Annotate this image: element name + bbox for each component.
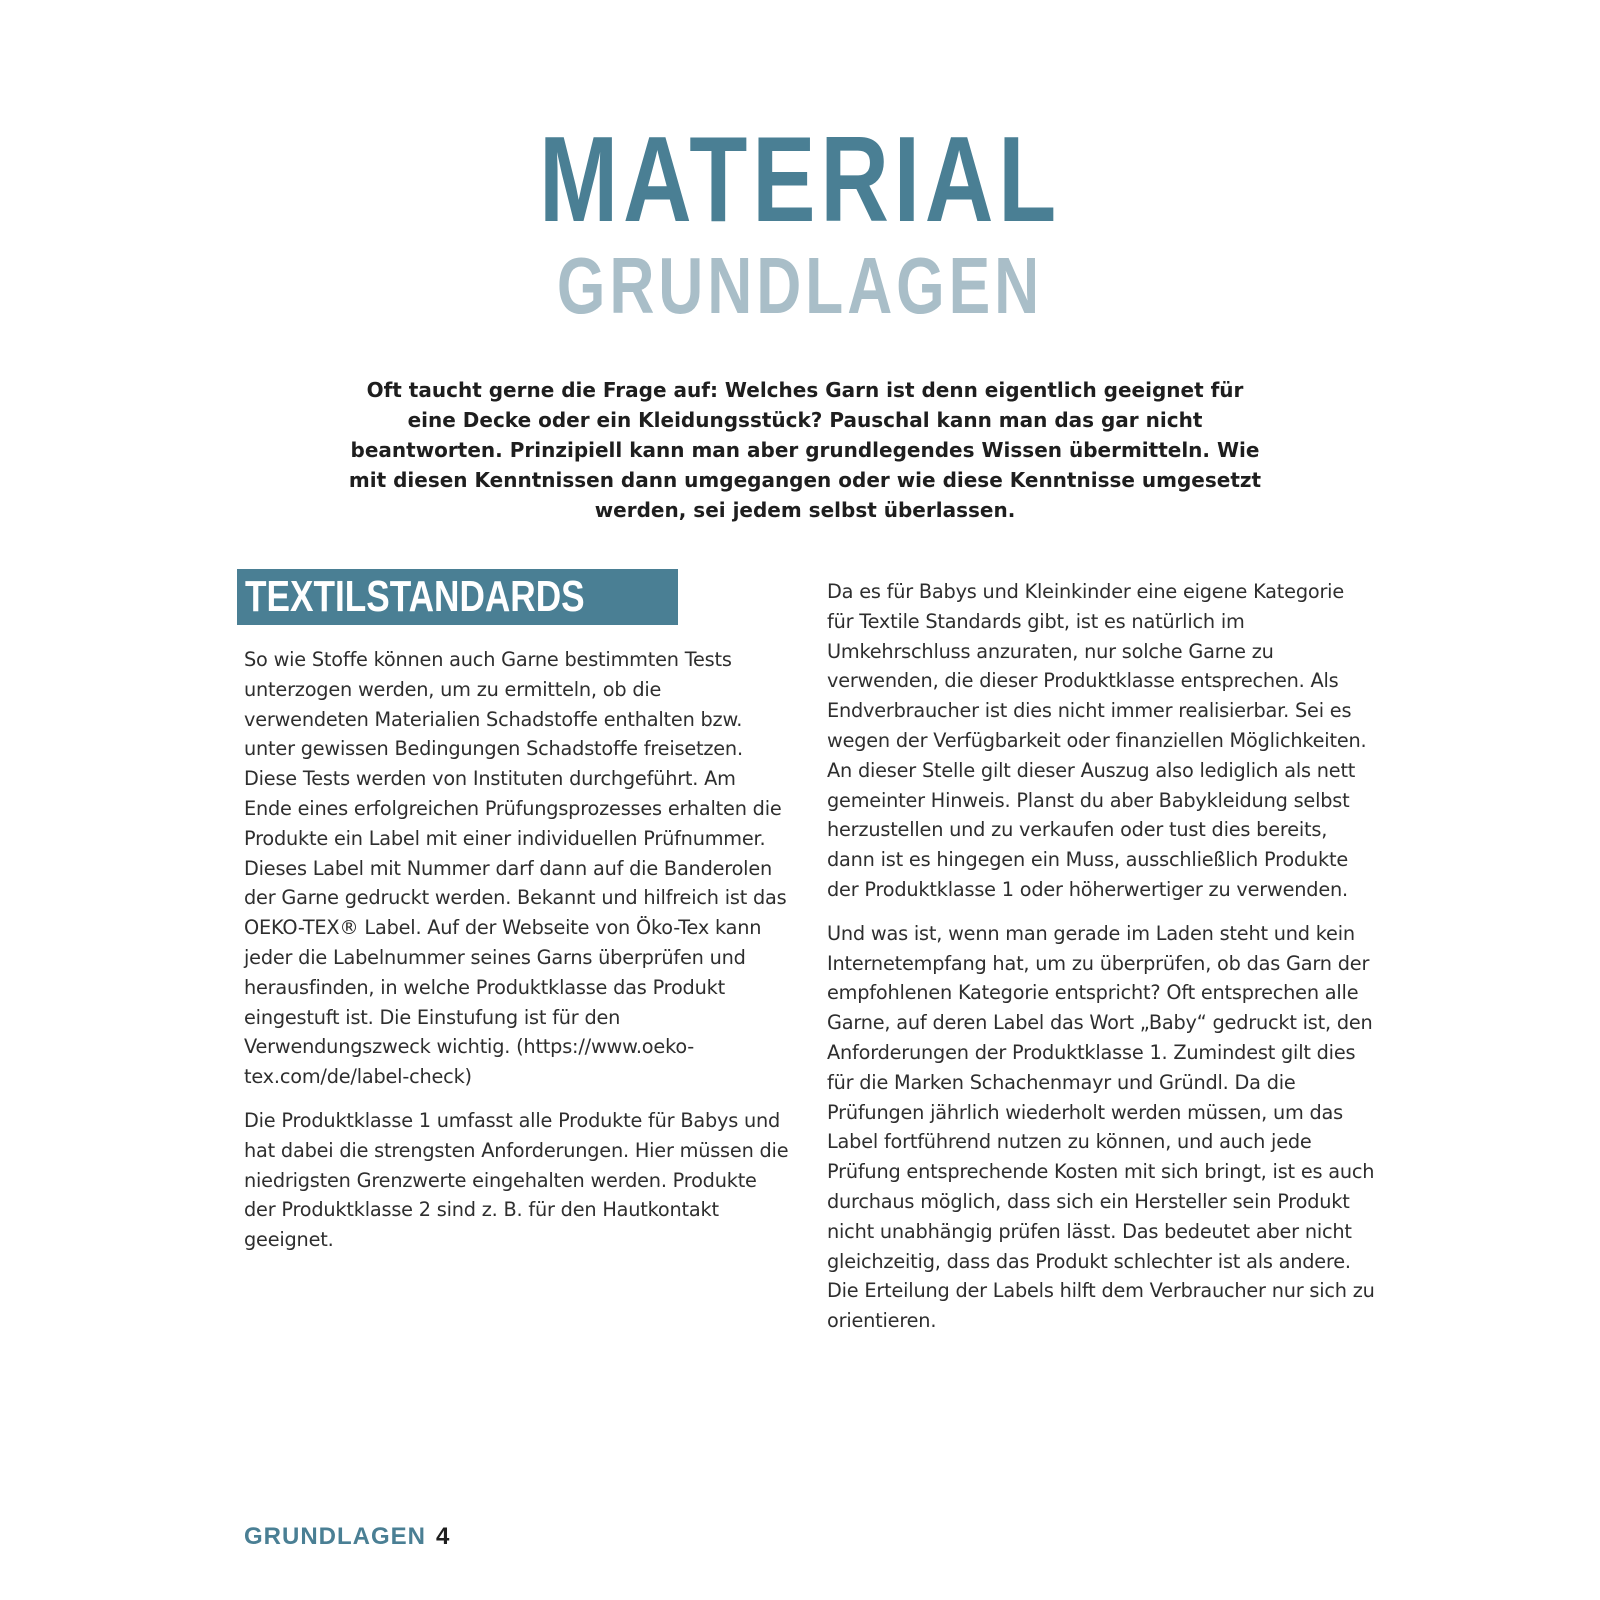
body-paragraph: Da es für Babys und Kleinkinder eine eigene Kategorie für Textile Standards gibt, ist es natürlich im Umkehrschluss anzuraten, nur solche Garne zu verwenden, die dieser Produktklasse entsprechen. Als Endverbraucher ist dies nicht immer realisierbar. Sei es wegen der Verfügbarkeit oder finanziellen Möglichkeiten. An dieser Stelle gilt dieser Auszug also lediglich als nett gemeinter Hinweis. Planst du aber Babykleidung selbst herzustellen und zu verkaufen oder tust dies bereits, dann ist es hingegen ein Muss, ausschließlich Produkte der Produktklasse 1 oder höherwertiger zu verwenden. <box>827 580 1367 901</box>
footer-section-label: GRUNDLAGEN <box>244 1523 426 1550</box>
page-number: 4 <box>436 1523 451 1550</box>
intro-paragraph: Oft taucht gerne die Frage auf: Welches Garn ist denn eigentlich geeignet für eine Decke oder ein Kleidungsstück? Pauschal kann man das gar nicht beantworten. Prinzipiell kann man aber grundlegendes Wissen übermitteln. Wie mit diesen Kenntnissen dann umgegangen oder wie diese Kenntnisse umgesetzt werden, sei jedem selbst überlassen. <box>348 378 1262 522</box>
section-heading-label: TEXTILSTANDARDS <box>245 572 585 621</box>
body-paragraph: So wie Stoffe können auch Garne bestimmten Tests unterzogen werden, um zu ermitteln, ob die verwendeten Materialien Schadstoffe enthalten bzw. unter gewissen Bedingungen Schadstoffe freisetzen. Diese Tests werden von Instituten durchgeführt. Am Ende eines erfolgreichen Prüfungsprozesses erhalten die Produkte ein Label mit einer individuellen Prüfnummer. Dieses Label mit Nummer darf dann auf die Banderolen der Garne gedruckt werden. Bekannt und hilfreich ist das OEKO-TEX® Label. Auf der Webseite von Öko-Tex kann jeder die Labelnummer seines Garns überprüfen und herausfinden, in welche Produktklasse das Produkt eingestuft ist. Die Einstufung ist für den Verwendungszweck wichtig. (https://www.oeko-tex.com/de/label-check) <box>244 648 787 1089</box>
right-column <box>827 577 1375 1350</box>
section-heading <box>237 569 678 625</box>
page-footer <box>244 1522 450 1552</box>
body-paragraph: Die Produktklasse 1 umfasst alle Produkte für Babys und hat dabei die strengsten Anforderungen. Hier müssen die niedrigsten Grenzwerte eingehalten werden. Produkte der Produktklasse 2 sind z. B. für den Hautkontakt geeignet. <box>244 1108 789 1252</box>
body-paragraph: Und was ist, wenn man gerade im Laden steht und kein Internetempfang hat, um zu überprüfen, ob das Garn der empfohlenen Kategorie entspricht? Oft entsprechen alle Garne, auf deren Label das Wort „Baby“ gedruckt ist, den Anforderungen der Produktklasse 1. Zumindest gilt dies für die Marken Schachenmayr und Gründl. Da die Prüfungen jährlich wiederholt werden müssen, um das Label fortführend nutzen zu können, und auch jede Prüfung entsprechende Kosten mit sich bringt, ist es auch durchaus möglich, dass sich ein Hersteller sein Produkt nicht unabhängig prüfen lässt. Das bedeutet aber nicht gleichzeitig, dass das Produkt schlechter ist als andere. Die Erteilung der Labels hilft dem Verbraucher nur sich zu orientieren. <box>827 921 1375 1333</box>
page-title: MATERIAL <box>539 111 1061 247</box>
left-column <box>244 645 789 1269</box>
page-subtitle: GRUNDLAGEN <box>556 241 1044 330</box>
